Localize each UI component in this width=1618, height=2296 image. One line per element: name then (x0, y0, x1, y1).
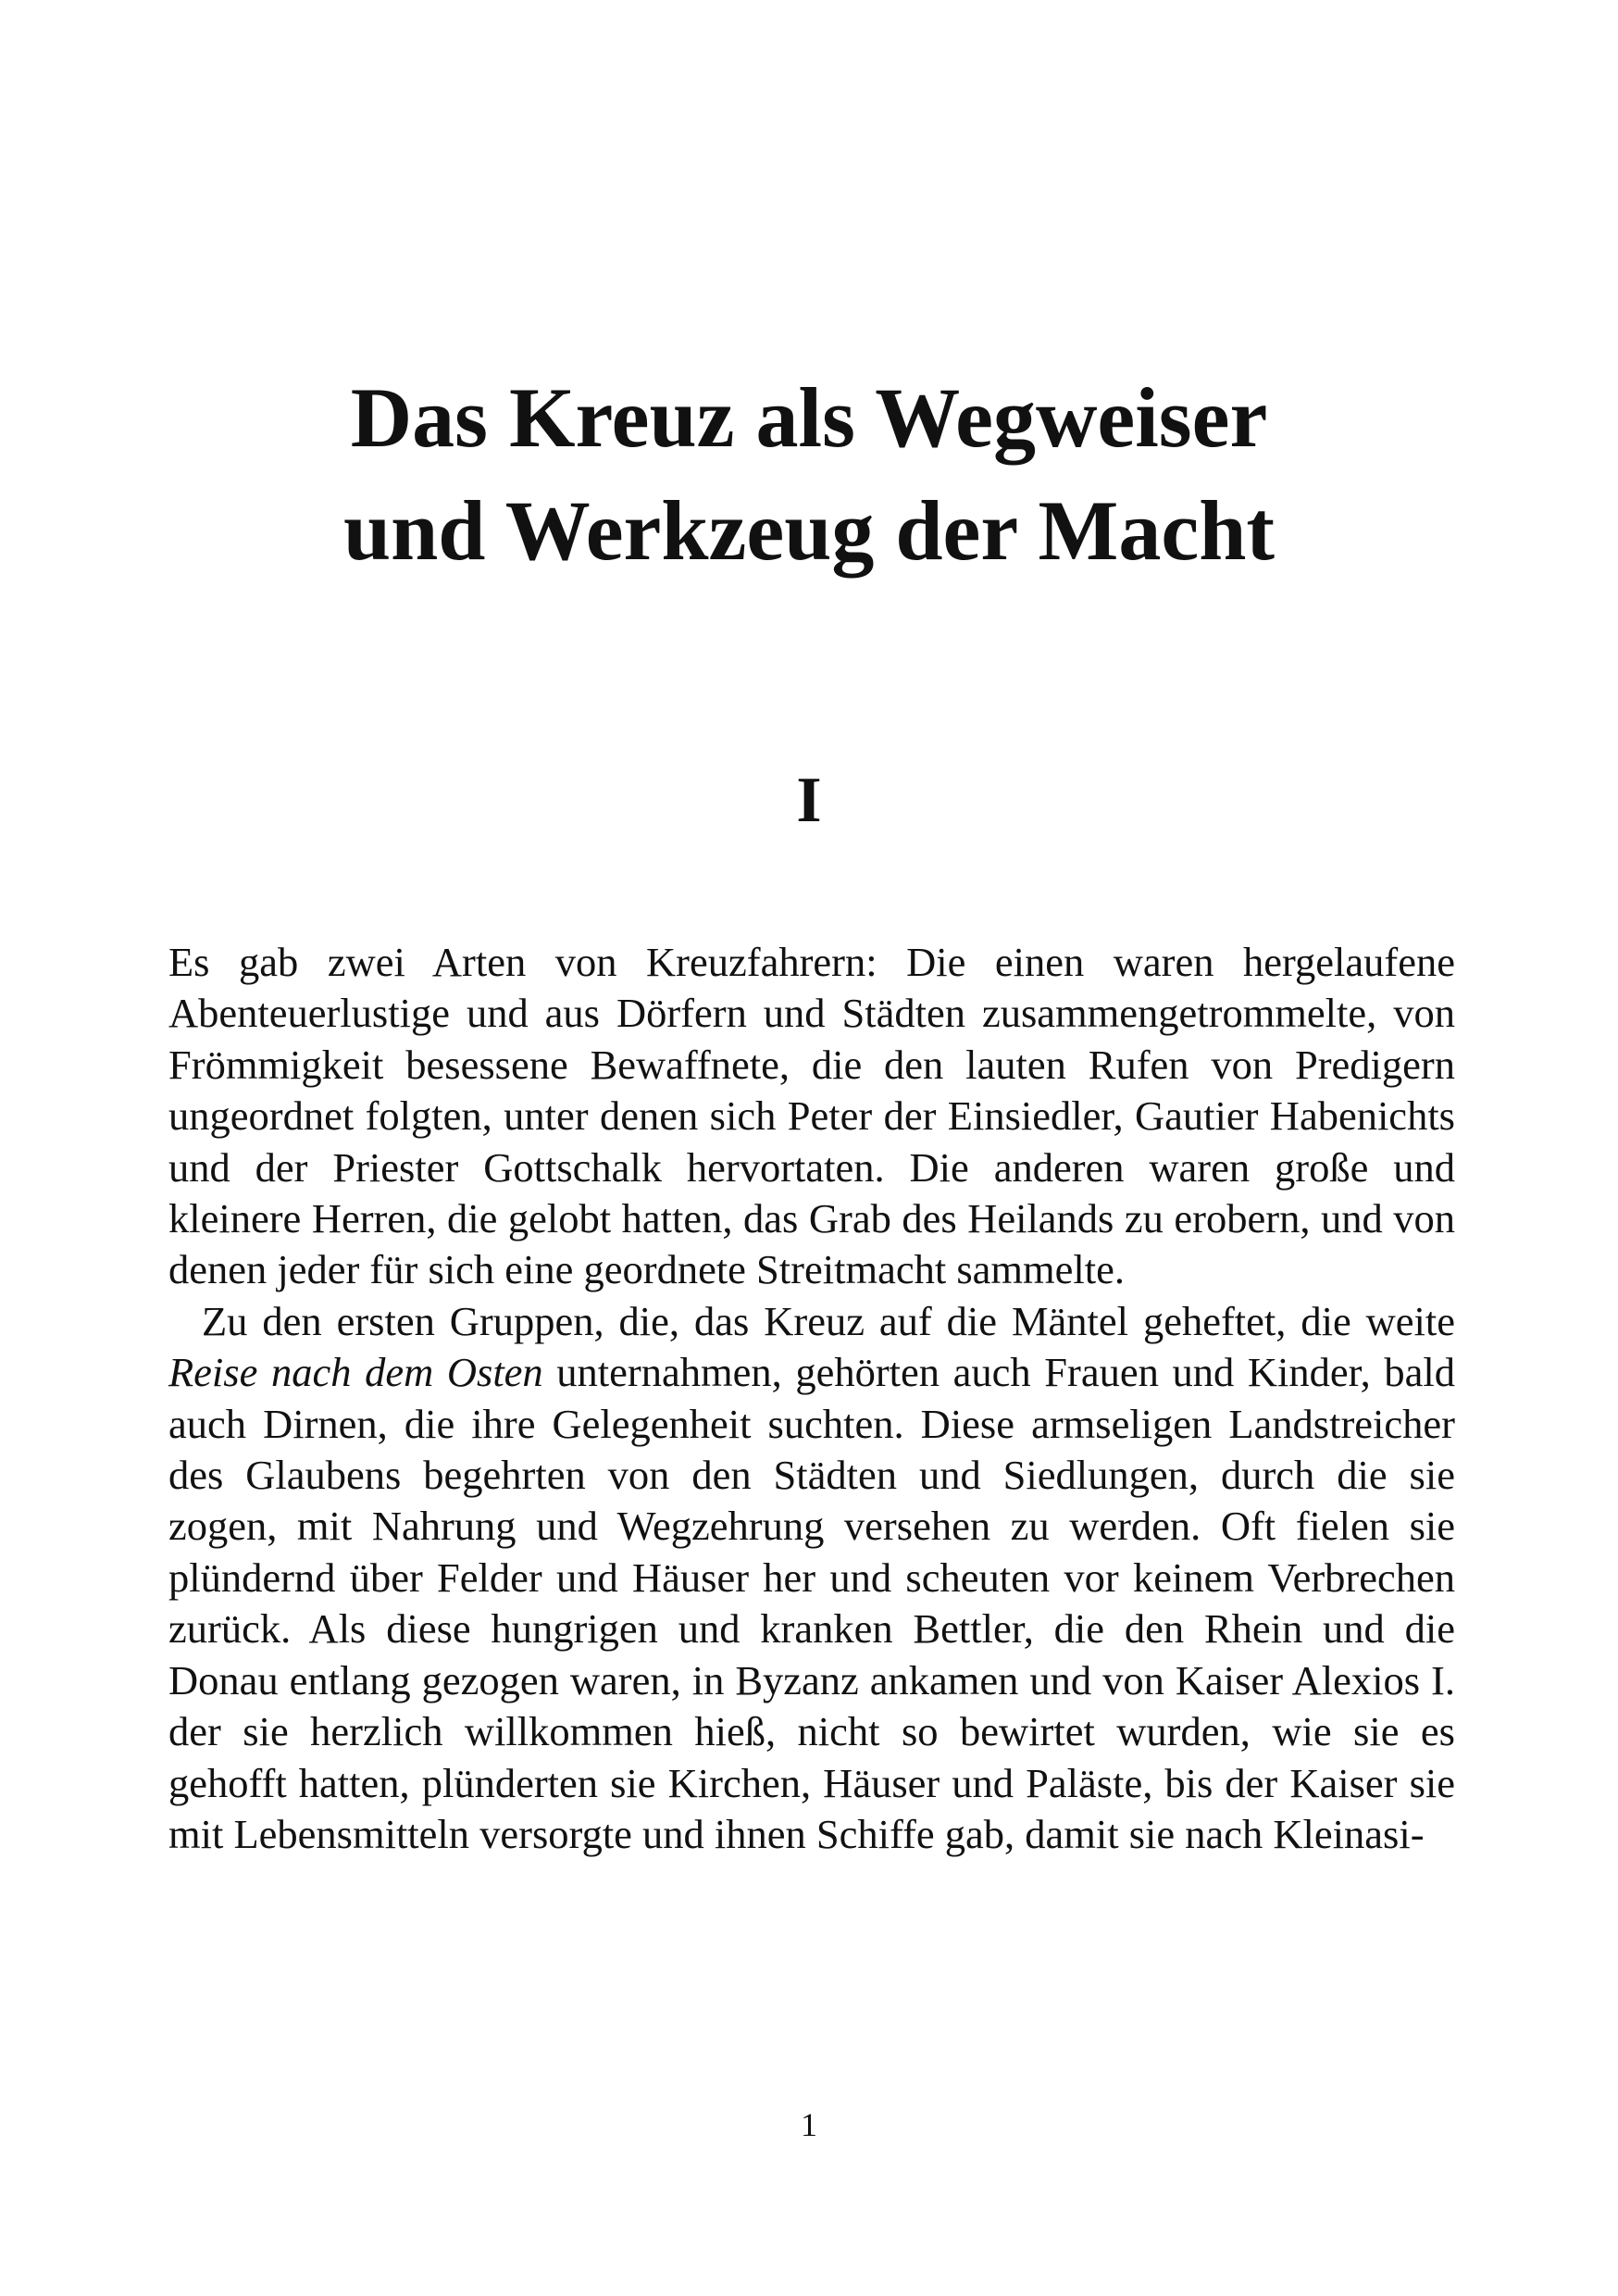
paragraph-1: Es gab zwei Arten von Kreuzfahrern: Die einen waren hergelaufene Abenteuerlustige und aus Dörfern und Städten zusammengetrommelte, von Frömmigkeit besessene Bewaffnete, die den lauten Rufen von Predigern ungeordnet folgten, unter denen sich Peter der Einsiedler, Gautier Habenichts und der Priester Gottschalk hervortaten. Die anderen waren große und kleinere Herren, die gelobt hatten, das Grab des Heilands zu erobern, und von denen jeder für sich eine geordnete Streitmacht sammelte. (168, 939, 1455, 1293)
paragraph-2-after-italic: unternahmen, gehörten auch Frauen und Kinder, bald auch Dirnen, die ihre Gelegenheit suchten. Diese armseligen Landstreicher des Glaubens begehrten von den Städten und Siedlungen, durch die sie zogen, mit Nahrung und Wegzehrung versehen zu werden. Oft fielen sie plündernd über Felder und Häuser her und scheuten vor keinem Verbrechen zurück. Als diese hungrigen und kranken Bettler, die den Rhein und die Donau entlang gezogen waren, in Byzanz ankamen und von Kaiser Alexios I. der sie herzlich willkommen hieß, nicht so bewirtet wurden, wie sie es gehofft hatten, plünderten sie Kirchen, Häuser und Paläste, bis der Kaiser sie mit Lebensmitteln versorgte und ihnen Schiffe gab, damit sie nach Kleinasi- (168, 1349, 1455, 1857)
chapter-title-line-2: und Werkzeug der Macht (342, 483, 1276, 578)
paragraph-2-italic-phrase: Reise nach dem Osten (168, 1349, 543, 1396)
chapter-title-line-1: Das Kreuz als Wegweiser (350, 370, 1268, 465)
page-number: 1 (801, 2106, 817, 2143)
body-text (168, 937, 1455, 1860)
section-number: I (796, 765, 822, 836)
chapter-title (185, 361, 1433, 587)
paragraph-2-before-italic: Zu den ersten Gruppen, die, das Kreuz auf die Mäntel geheftet, die weite (202, 1297, 1455, 1344)
paragraph-2 (168, 1296, 1455, 1860)
